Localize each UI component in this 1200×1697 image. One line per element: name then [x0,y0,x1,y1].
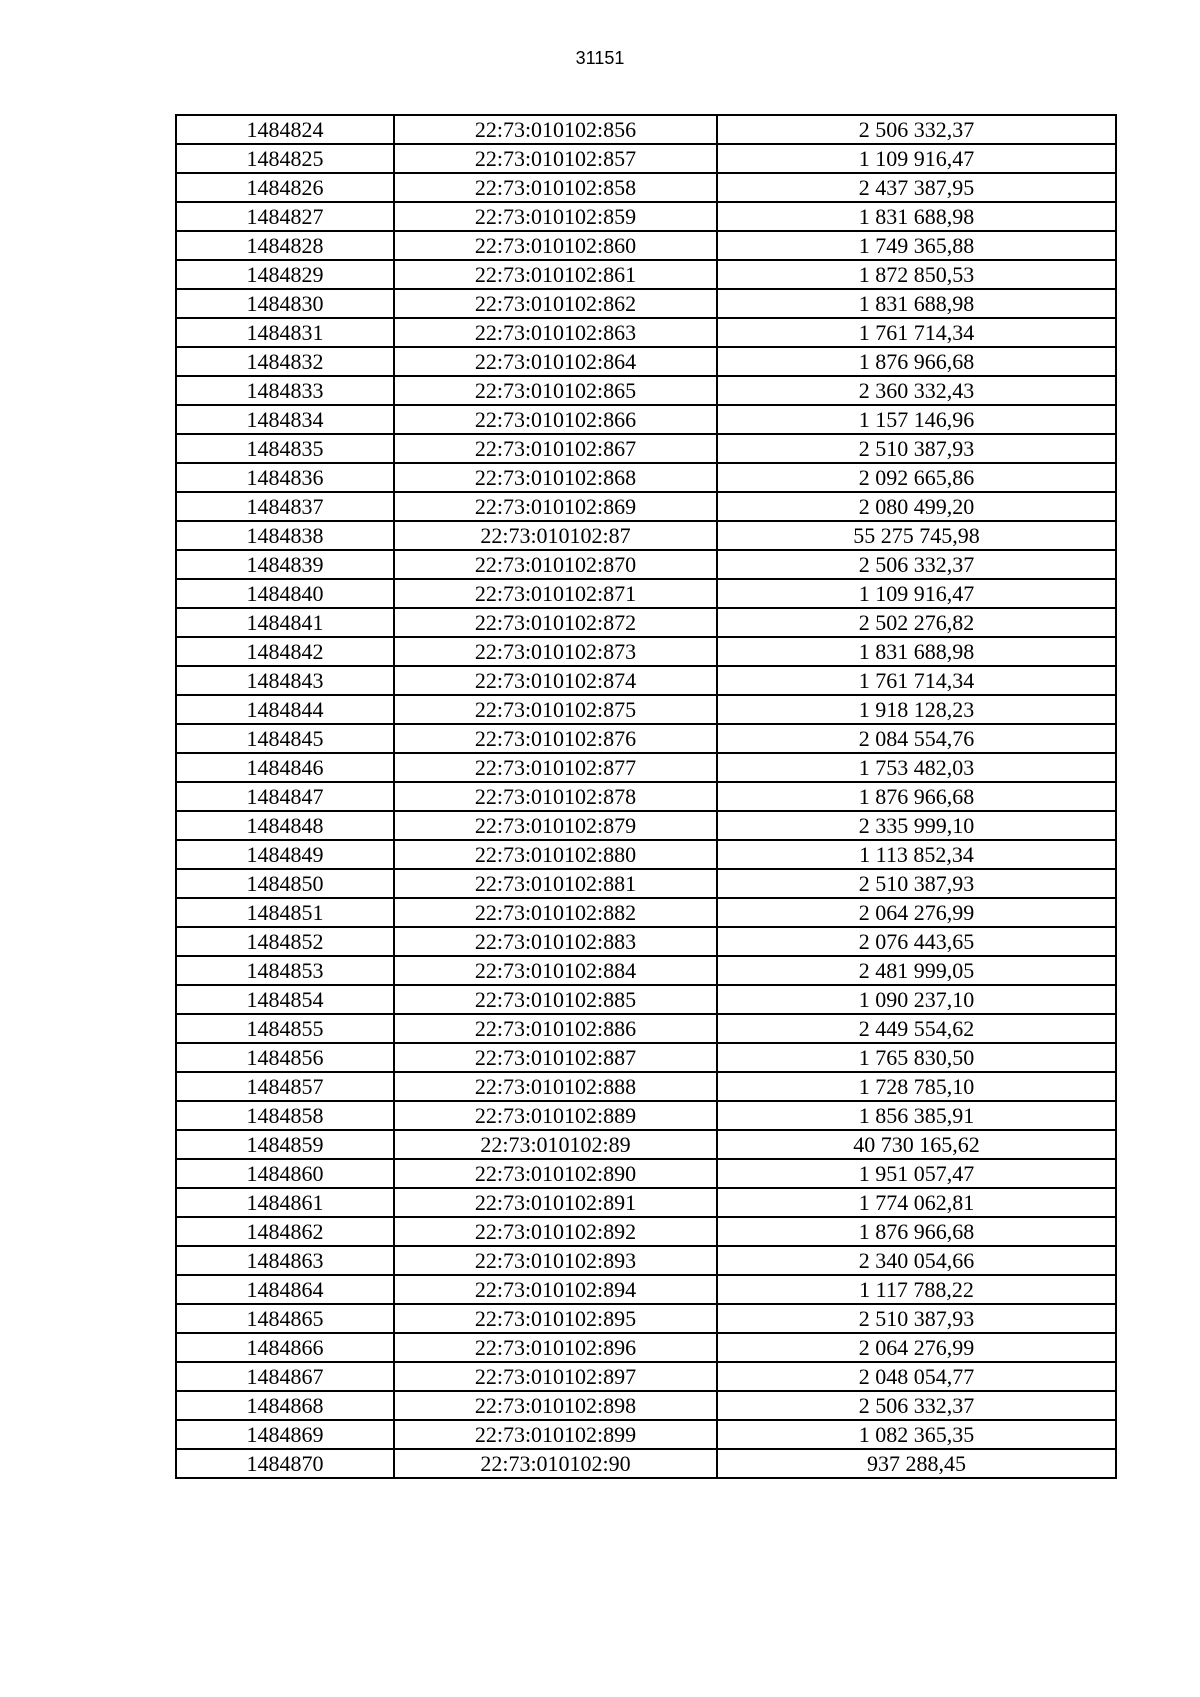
row-id-cell: 1484851 [176,898,394,927]
table-row [176,1101,1116,1130]
value-cell: 2 064 276,99 [717,898,1116,927]
row-id-cell: 1484846 [176,753,394,782]
cadastral-number-cell: 22:73:010102:881 [394,869,717,898]
value-cell: 1 831 688,98 [717,637,1116,666]
cadastral-number-cell: 22:73:010102:863 [394,318,717,347]
data-table [175,114,1117,1479]
table-row [176,695,1116,724]
table-row [176,1130,1116,1159]
row-id-cell: 1484853 [176,956,394,985]
cadastral-number-cell: 22:73:010102:872 [394,608,717,637]
cadastral-number-cell: 22:73:010102:886 [394,1014,717,1043]
row-id-cell: 1484862 [176,1217,394,1246]
row-id-cell: 1484863 [176,1246,394,1275]
row-id-cell: 1484825 [176,144,394,173]
value-cell: 1 090 237,10 [717,985,1116,1014]
table-row [176,579,1116,608]
value-cell: 2 335 999,10 [717,811,1116,840]
row-id-cell: 1484848 [176,811,394,840]
value-cell: 2 360 332,43 [717,376,1116,405]
row-id-cell: 1484856 [176,1043,394,1072]
row-id-cell: 1484836 [176,463,394,492]
row-id-cell: 1484827 [176,202,394,231]
value-cell: 1 753 482,03 [717,753,1116,782]
table-row [176,318,1116,347]
cadastral-number-cell: 22:73:010102:859 [394,202,717,231]
value-cell: 1 082 365,35 [717,1420,1116,1449]
value-cell: 1 774 062,81 [717,1188,1116,1217]
table-row [176,347,1116,376]
row-id-cell: 1484854 [176,985,394,1014]
table-row [176,1362,1116,1391]
cadastral-number-cell: 22:73:010102:856 [394,115,717,144]
cadastral-number-cell: 22:73:010102:885 [394,985,717,1014]
row-id-cell: 1484840 [176,579,394,608]
table-row [176,1391,1116,1420]
value-cell: 1 876 966,68 [717,782,1116,811]
value-cell: 2 506 332,37 [717,115,1116,144]
value-cell: 2 048 054,77 [717,1362,1116,1391]
row-id-cell: 1484849 [176,840,394,869]
value-cell: 2 502 276,82 [717,608,1116,637]
table-row [176,753,1116,782]
table-row [176,202,1116,231]
value-cell: 1 728 785,10 [717,1072,1116,1101]
table-row [176,492,1116,521]
cadastral-number-cell: 22:73:010102:860 [394,231,717,260]
cadastral-number-cell: 22:73:010102:890 [394,1159,717,1188]
cadastral-number-cell: 22:73:010102:873 [394,637,717,666]
value-cell: 40 730 165,62 [717,1130,1116,1159]
row-id-cell: 1484870 [176,1449,394,1478]
value-cell: 1 856 385,91 [717,1101,1116,1130]
table-row [176,1304,1116,1333]
table-row [176,144,1116,173]
cadastral-number-cell: 22:73:010102:898 [394,1391,717,1420]
row-id-cell: 1484829 [176,260,394,289]
row-id-cell: 1484835 [176,434,394,463]
cadastral-number-cell: 22:73:010102:866 [394,405,717,434]
cadastral-number-cell: 22:73:010102:875 [394,695,717,724]
cadastral-number-cell: 22:73:010102:865 [394,376,717,405]
value-cell: 1 761 714,34 [717,666,1116,695]
table-row [176,811,1116,840]
table-row [176,376,1116,405]
table-row [176,463,1116,492]
table-body [176,115,1116,1478]
page-number: 31151 [575,48,625,68]
value-cell: 1 117 788,22 [717,1275,1116,1304]
cadastral-number-cell: 22:73:010102:883 [394,927,717,956]
cadastral-number-cell: 22:73:010102:894 [394,1275,717,1304]
table-row [176,956,1116,985]
row-id-cell: 1484868 [176,1391,394,1420]
value-cell: 2 084 554,76 [717,724,1116,753]
cadastral-number-cell: 22:73:010102:882 [394,898,717,927]
row-id-cell: 1484841 [176,608,394,637]
cadastral-number-cell: 22:73:010102:895 [394,1304,717,1333]
table-row [176,840,1116,869]
table-row [176,666,1116,695]
value-cell: 1 831 688,98 [717,202,1116,231]
row-id-cell: 1484831 [176,318,394,347]
table-row [176,1217,1116,1246]
value-cell: 2 064 276,99 [717,1333,1116,1362]
table-row [176,173,1116,202]
cadastral-number-cell: 22:73:010102:874 [394,666,717,695]
row-id-cell: 1484838 [176,521,394,550]
row-id-cell: 1484830 [176,289,394,318]
row-id-cell: 1484852 [176,927,394,956]
cadastral-number-cell: 22:73:010102:893 [394,1246,717,1275]
row-id-cell: 1484842 [176,637,394,666]
row-id-cell: 1484839 [176,550,394,579]
table-row [176,289,1116,318]
table-row [176,927,1116,956]
row-id-cell: 1484824 [176,115,394,144]
row-id-cell: 1484855 [176,1014,394,1043]
table-row [176,637,1116,666]
row-id-cell: 1484843 [176,666,394,695]
value-cell: 2 080 499,20 [717,492,1116,521]
table-row [176,1333,1116,1362]
value-cell: 1 872 850,53 [717,260,1116,289]
cadastral-number-cell: 22:73:010102:892 [394,1217,717,1246]
cadastral-number-cell: 22:73:010102:896 [394,1333,717,1362]
value-cell: 1 109 916,47 [717,144,1116,173]
row-id-cell: 1484826 [176,173,394,202]
table-row [176,1188,1116,1217]
cadastral-number-cell: 22:73:010102:870 [394,550,717,579]
table-row [176,898,1116,927]
value-cell: 1 749 365,88 [717,231,1116,260]
value-cell: 1 761 714,34 [717,318,1116,347]
value-cell: 2 437 387,95 [717,173,1116,202]
row-id-cell: 1484860 [176,1159,394,1188]
table-row [176,608,1116,637]
row-id-cell: 1484833 [176,376,394,405]
cadastral-number-cell: 22:73:010102:89 [394,1130,717,1159]
table-row [176,1159,1116,1188]
row-id-cell: 1484865 [176,1304,394,1333]
table-row [176,1014,1116,1043]
row-id-cell: 1484844 [176,695,394,724]
value-cell: 1 876 966,68 [717,347,1116,376]
table-row [176,521,1116,550]
cadastral-number-cell: 22:73:010102:891 [394,1188,717,1217]
cadastral-number-cell: 22:73:010102:867 [394,434,717,463]
row-id-cell: 1484850 [176,869,394,898]
row-id-cell: 1484837 [176,492,394,521]
cadastral-number-cell: 22:73:010102:869 [394,492,717,521]
row-id-cell: 1484867 [176,1362,394,1391]
row-id-cell: 1484832 [176,347,394,376]
cadastral-number-cell: 22:73:010102:857 [394,144,717,173]
cadastral-number-cell: 22:73:010102:878 [394,782,717,811]
cadastral-number-cell: 22:73:010102:861 [394,260,717,289]
row-id-cell: 1484864 [176,1275,394,1304]
table-row [176,782,1116,811]
cadastral-number-cell: 22:73:010102:897 [394,1362,717,1391]
table-row [176,231,1116,260]
value-cell: 2 506 332,37 [717,1391,1116,1420]
table-row [176,550,1116,579]
value-cell: 937 288,45 [717,1449,1116,1478]
cadastral-number-cell: 22:73:010102:887 [394,1043,717,1072]
value-cell: 2 506 332,37 [717,550,1116,579]
table-row [176,1072,1116,1101]
value-cell: 2 510 387,93 [717,1304,1116,1333]
value-cell: 2 510 387,93 [717,869,1116,898]
cadastral-number-cell: 22:73:010102:858 [394,173,717,202]
row-id-cell: 1484869 [176,1420,394,1449]
value-cell: 2 092 665,86 [717,463,1116,492]
table-row [176,115,1116,144]
row-id-cell: 1484857 [176,1072,394,1101]
value-cell: 1 113 852,34 [717,840,1116,869]
cadastral-number-cell: 22:73:010102:862 [394,289,717,318]
cadastral-number-cell: 22:73:010102:889 [394,1101,717,1130]
cadastral-number-cell: 22:73:010102:899 [394,1420,717,1449]
value-cell: 1 765 830,50 [717,1043,1116,1072]
cadastral-number-cell: 22:73:010102:864 [394,347,717,376]
cadastral-number-cell: 22:73:010102:868 [394,463,717,492]
row-id-cell: 1484834 [176,405,394,434]
cadastral-number-cell: 22:73:010102:880 [394,840,717,869]
table-row [176,985,1116,1014]
cadastral-number-cell: 22:73:010102:884 [394,956,717,985]
value-cell: 2 076 443,65 [717,927,1116,956]
cadastral-number-cell: 22:73:010102:876 [394,724,717,753]
row-id-cell: 1484847 [176,782,394,811]
value-cell: 1 109 916,47 [717,579,1116,608]
row-id-cell: 1484828 [176,231,394,260]
value-cell: 2 449 554,62 [717,1014,1116,1043]
value-cell: 2 510 387,93 [717,434,1116,463]
table-row [176,260,1116,289]
row-id-cell: 1484859 [176,1130,394,1159]
value-cell: 1 876 966,68 [717,1217,1116,1246]
value-cell: 2 481 999,05 [717,956,1116,985]
value-cell: 1 157 146,96 [717,405,1116,434]
cadastral-number-cell: 22:73:010102:90 [394,1449,717,1478]
table-row [176,1449,1116,1478]
cadastral-number-cell: 22:73:010102:877 [394,753,717,782]
value-cell: 1 831 688,98 [717,289,1116,318]
table-row [176,405,1116,434]
row-id-cell: 1484858 [176,1101,394,1130]
table-row [176,1420,1116,1449]
cadastral-number-cell: 22:73:010102:87 [394,521,717,550]
row-id-cell: 1484861 [176,1188,394,1217]
row-id-cell: 1484845 [176,724,394,753]
cadastral-number-cell: 22:73:010102:888 [394,1072,717,1101]
table-row [176,724,1116,753]
value-cell: 55 275 745,98 [717,521,1116,550]
table-row [176,869,1116,898]
value-cell: 1 951 057,47 [717,1159,1116,1188]
row-id-cell: 1484866 [176,1333,394,1362]
value-cell: 2 340 054,66 [717,1246,1116,1275]
cadastral-number-cell: 22:73:010102:871 [394,579,717,608]
table-row [176,434,1116,463]
table-row [176,1246,1116,1275]
value-cell: 1 918 128,23 [717,695,1116,724]
table-row [176,1275,1116,1304]
table-row [176,1043,1116,1072]
cadastral-number-cell: 22:73:010102:879 [394,811,717,840]
